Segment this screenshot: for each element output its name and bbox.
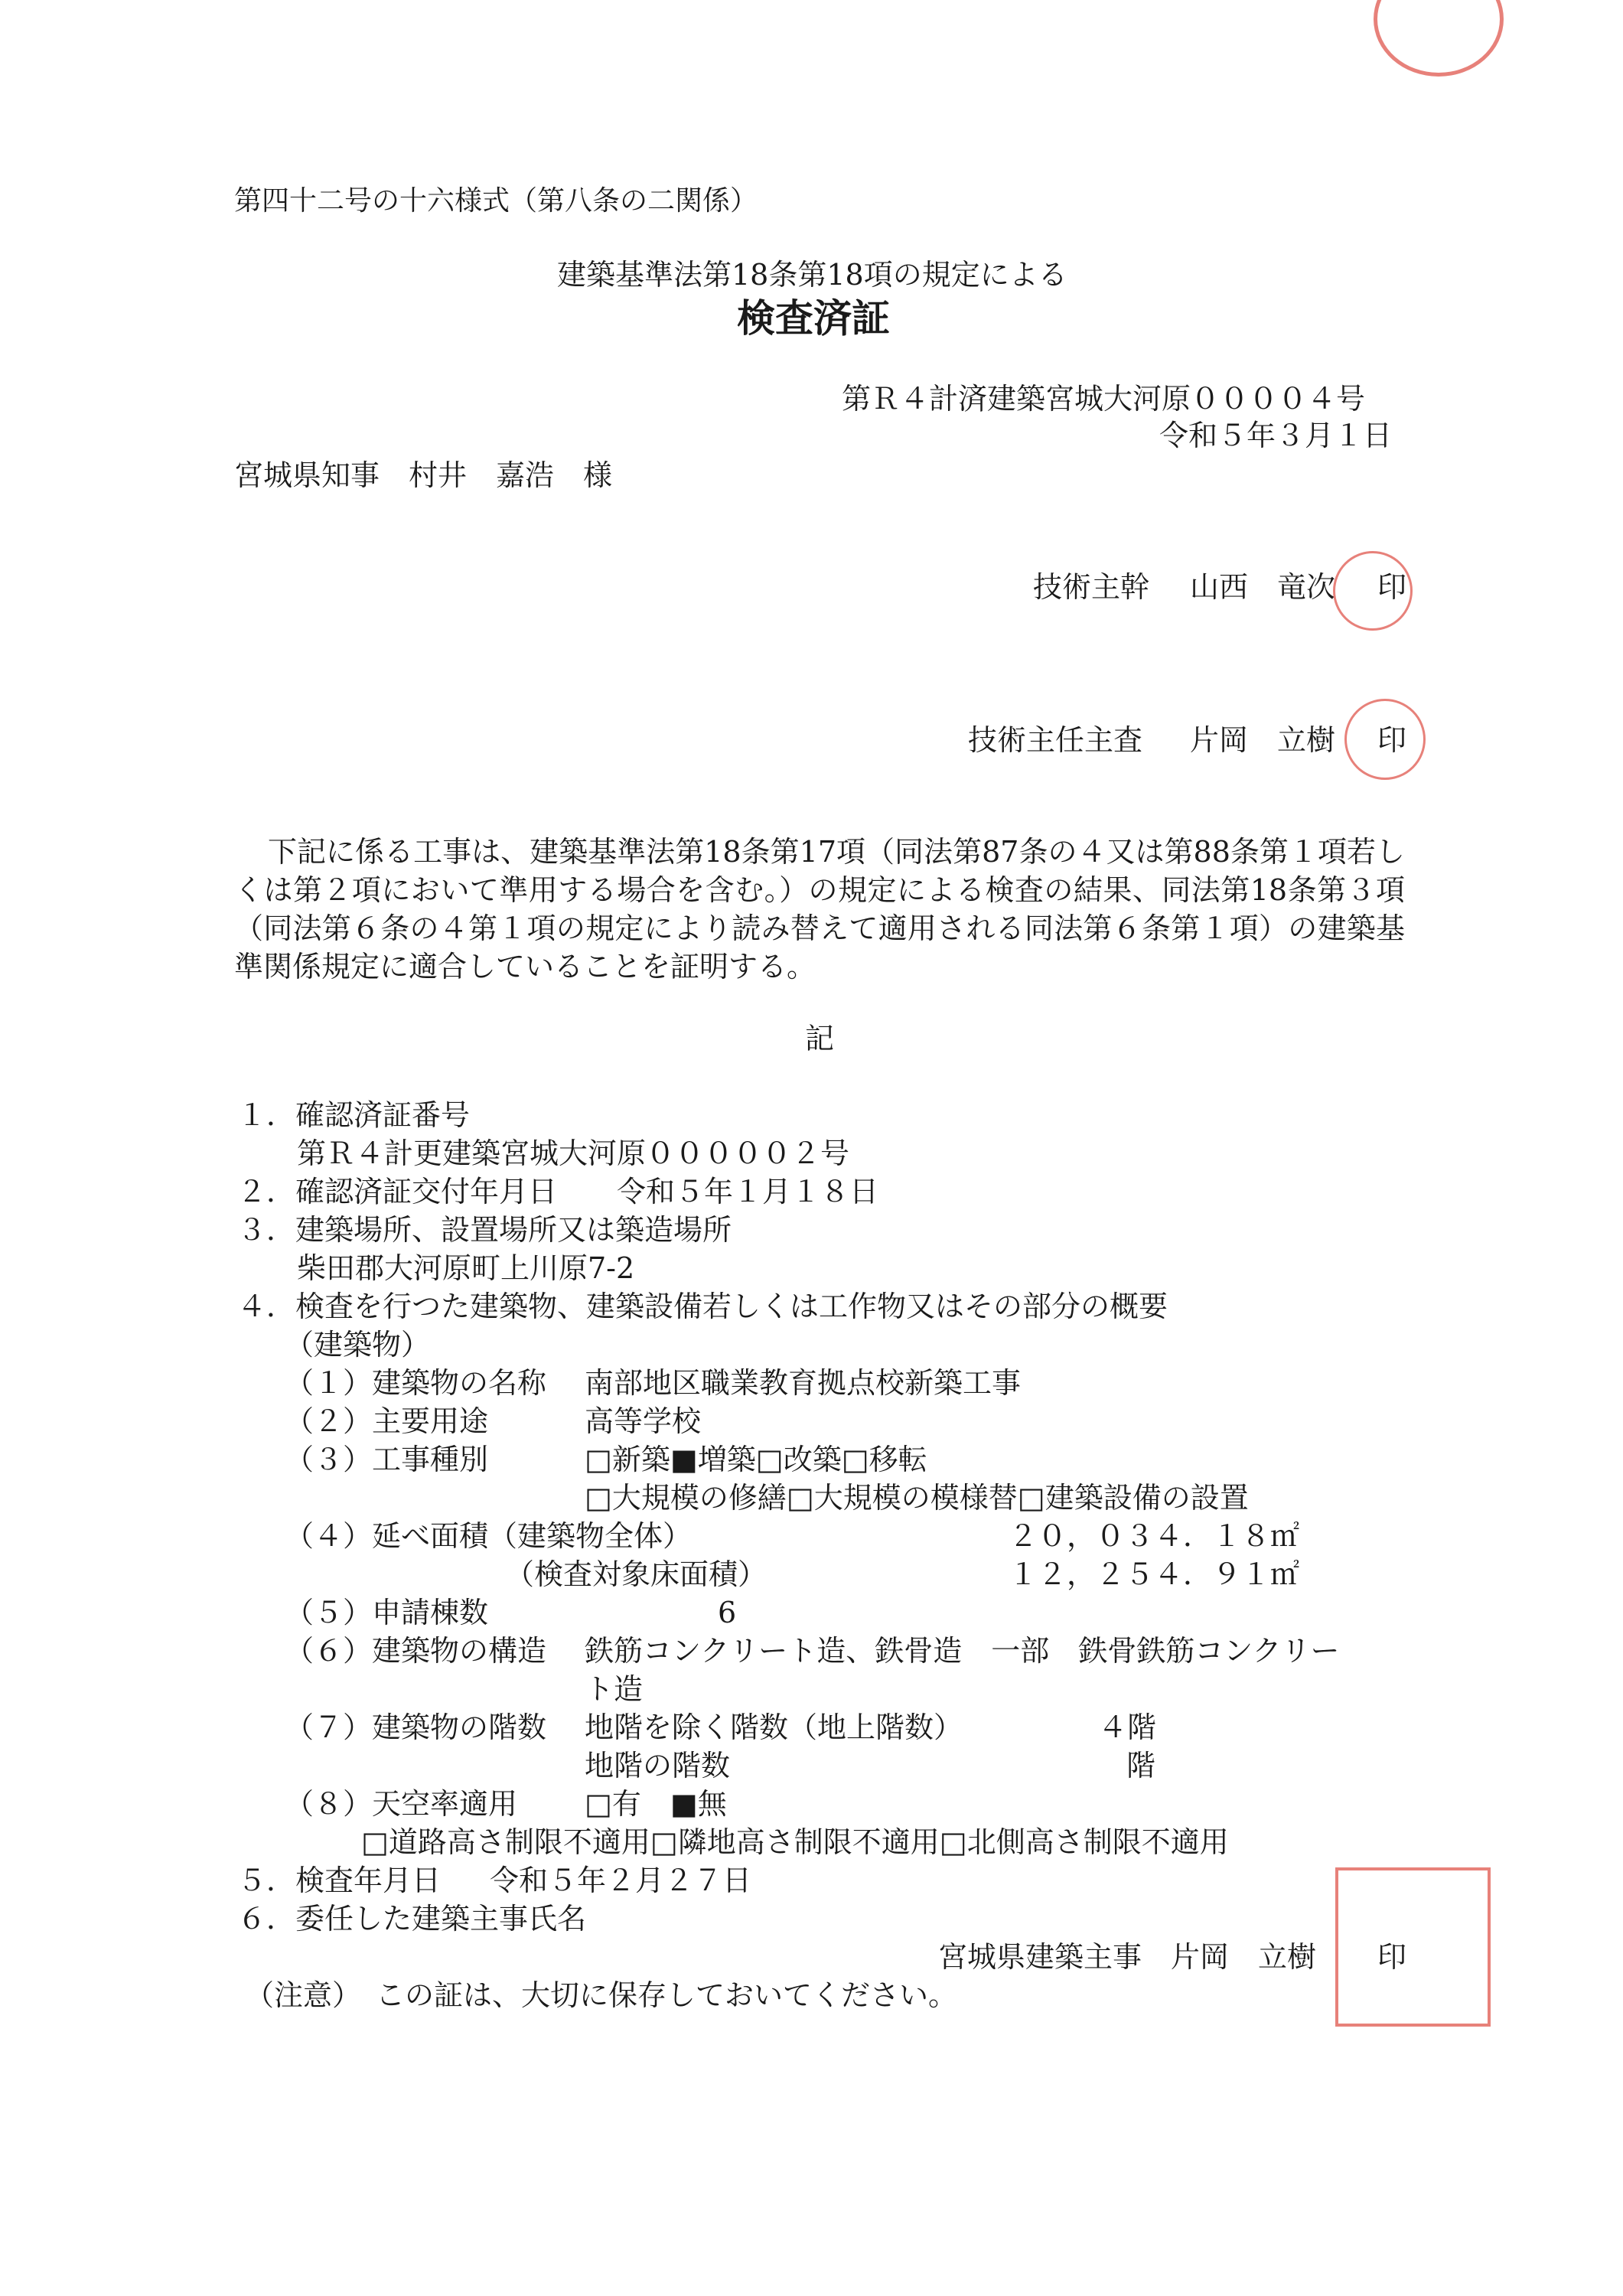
s7-val2: 階 xyxy=(1126,1749,1156,1782)
s4-value2: １２，２５４．９１㎡ xyxy=(1009,1557,1300,1591)
item2-label: ２．確認済証交付年月日 xyxy=(237,1175,558,1208)
s6-label: （６）建築物の構造 xyxy=(285,1634,547,1668)
s8-label: （８）天空率適用 xyxy=(285,1787,518,1821)
s7-sub1: 地階を除く階数（地上階数） xyxy=(585,1711,963,1744)
addressee: 宮城県知事 村井 嘉浩 様 xyxy=(234,458,613,492)
s4-value: ２０，０３４．１８㎡ xyxy=(1009,1519,1300,1553)
item6-value: 宮城県建築主事 片岡 立樹 xyxy=(938,1940,1317,1974)
s3-line2: □大規模の修繕□大規模の模様替□建築設備の設置 xyxy=(585,1481,1249,1515)
certification-body-text: 下記に係る工事は、建築基準法第18条第17項（同法第87条の４又は第88条第１項若しくは第２項において準用する場合を含む。）の規定による検査の結果、同法第18条第３項（同法第６条の４第１項の規定により読み替えて適用される同法第６条第１項）の建築基準関係規定に適合していることを証明する。 xyxy=(234,835,1405,983)
signatory1-title: 技術主幹 xyxy=(1033,570,1150,604)
s4-label: （４）延べ面積（建築物全体） xyxy=(285,1519,693,1553)
item4-label: ４．検査を行つた建築物、建築設備若しくは工作物又はその部分の概要 xyxy=(237,1290,1168,1323)
signatory1-seal-mark: 印 xyxy=(1377,570,1407,604)
top-seal-fragment xyxy=(1374,0,1504,77)
s5-label: （５）申請棟数 xyxy=(285,1596,489,1629)
signatory2-seal-mark: 印 xyxy=(1377,723,1407,757)
s8-line2: □道路高さ制限不適用□隣地高さ制限不適用□北側高さ制限不適用 xyxy=(361,1825,1229,1859)
issue-date: 令和５年３月１日 xyxy=(1159,419,1393,452)
note: （注意） この証は、大切に保存しておいてください。 xyxy=(245,1978,958,2012)
signatory2-title: 技術主任主査 xyxy=(968,723,1143,757)
document-title: 検査済証 xyxy=(737,295,890,341)
item6-seal-mark: 印 xyxy=(1377,1940,1407,1974)
item3-label: ３．建築場所、設置場所又は築造場所 xyxy=(237,1213,732,1247)
s6-value2: ト造 xyxy=(585,1672,644,1706)
subtitle: 建築基準法第18条第18項の規定による xyxy=(557,258,1067,292)
item5-value: 令和５年２月２７日 xyxy=(490,1864,752,1897)
s1-value: 南部地区職業教育拠点校新築工事 xyxy=(585,1366,1022,1400)
s7-label: （７）建築物の階数 xyxy=(285,1711,547,1744)
item4-sub: （建築物） xyxy=(285,1328,431,1362)
item6-label: ６．委任した建築主事氏名 xyxy=(237,1902,587,1936)
certificate-number: 第Ｒ４計済建築宮城大河原００００４号 xyxy=(842,382,1366,416)
item2-value: 令和５年１月１８日 xyxy=(617,1175,879,1208)
s7-val1: ４階 xyxy=(1098,1711,1157,1744)
item3-value: 柴田郡大河原町上川原7-2 xyxy=(297,1251,635,1285)
s2-value: 高等学校 xyxy=(585,1404,702,1438)
s4-label2: （検査対象床面積） xyxy=(505,1557,768,1591)
s6-value1: 鉄筋コンクリート造、鉄骨造 一部 鉄骨鉄筋コンクリー xyxy=(585,1634,1340,1668)
s3-line1: □新築■増築□改築□移転 xyxy=(585,1443,927,1476)
s2-label: （２）主要用途 xyxy=(285,1404,489,1438)
item5-label: ５．検査年月日 xyxy=(237,1864,442,1897)
item1-label: １．確認済証番号 xyxy=(237,1098,471,1132)
form-label: 第四十二号の十六様式（第八条の二関係） xyxy=(234,185,758,217)
s8-value: □有 ■無 xyxy=(585,1787,727,1821)
item1-value: 第Ｒ４計更建築宮城大河原０００００２号 xyxy=(297,1137,850,1170)
s7-sub2: 地階の階数 xyxy=(585,1749,731,1782)
s1-label: （１）建築物の名称 xyxy=(285,1366,547,1400)
signatory2-name: 片岡 立樹 xyxy=(1190,723,1336,757)
ki-heading: 記 xyxy=(805,1022,835,1055)
signatory1-name: 山西 竜次 xyxy=(1190,570,1336,604)
s5-value: 6 xyxy=(718,1596,737,1629)
official-seal-stamp xyxy=(1335,1867,1491,2027)
s3-label: （３）工事種別 xyxy=(285,1443,489,1476)
